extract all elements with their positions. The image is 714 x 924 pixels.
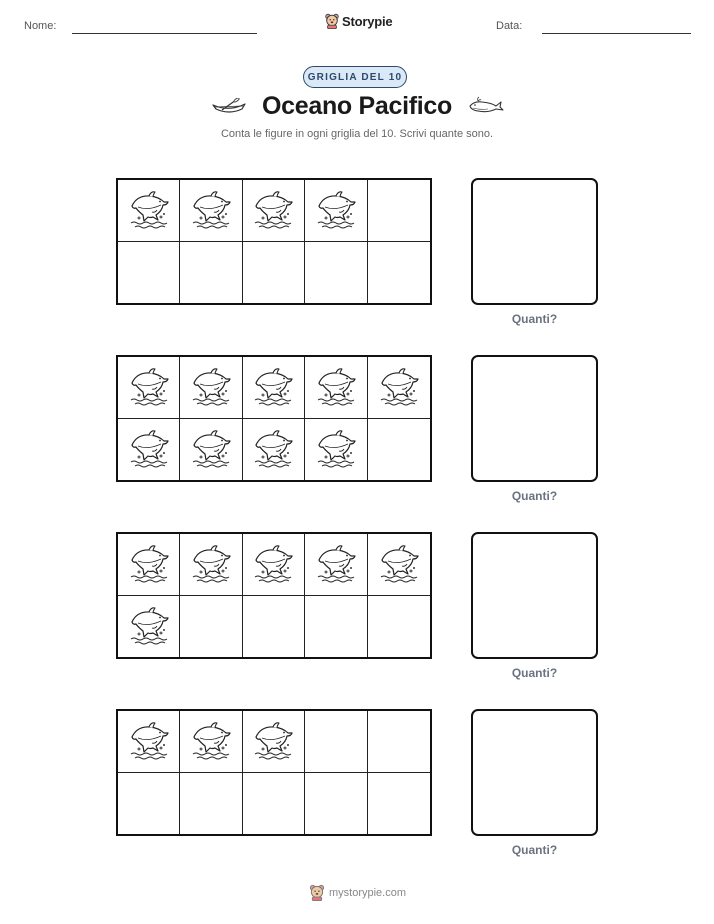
- dolphin-icon: [128, 367, 170, 407]
- dolphin-icon: [252, 367, 294, 407]
- ten-frame-2: [116, 355, 432, 482]
- answer-label-1: Quanti?: [511, 312, 558, 326]
- dolphin-icon: [252, 429, 294, 469]
- ten-frame-cell: [180, 180, 242, 242]
- dolphin-icon: [252, 721, 294, 761]
- ten-frame-cell: [368, 242, 430, 304]
- dolphin-icon: [128, 721, 170, 761]
- ten-frame-cell: [180, 357, 242, 419]
- dolphin-icon: [378, 544, 420, 584]
- dolphin-icon: [190, 544, 232, 584]
- date-label: Data:: [496, 20, 523, 32]
- worksheet-badge: GRIGLIA DEL 10: [303, 66, 407, 88]
- dolphin-icon: [252, 190, 294, 230]
- dolphin-icon: [128, 606, 170, 646]
- ten-frame-cell: [243, 419, 305, 481]
- storypie-footer-logo-icon: [309, 884, 325, 901]
- ten-frame-cell: [118, 773, 180, 835]
- ten-frame-cell: [243, 242, 305, 304]
- date-line[interactable]: [542, 33, 691, 34]
- ten-frame-cell: [118, 419, 180, 481]
- ten-frame-cell: [368, 773, 430, 835]
- storypie-logo-icon: [325, 13, 339, 29]
- ten-frame-cell: [305, 180, 367, 242]
- ten-frame-3: [116, 532, 432, 659]
- ten-frame-cell: [305, 773, 367, 835]
- answer-box-4[interactable]: [471, 709, 598, 836]
- ten-frame-cell: [180, 242, 242, 304]
- ten-frame-cell: [180, 711, 242, 773]
- answer-label-2: Quanti?: [511, 489, 558, 503]
- dolphin-icon: [190, 721, 232, 761]
- name-label: Nome:: [24, 20, 57, 32]
- answer-label-4: Quanti?: [511, 843, 558, 857]
- dolphin-icon: [190, 367, 232, 407]
- ten-frame-cell: [118, 711, 180, 773]
- ten-frame-cell: [368, 534, 430, 596]
- dolphin-icon: [128, 544, 170, 584]
- dolphin-icon: [128, 190, 170, 230]
- ten-frame-cell: [305, 534, 367, 596]
- ten-frame-cell: [368, 711, 430, 773]
- ten-frame-cell: [118, 596, 180, 658]
- ten-frame-cell: [243, 596, 305, 658]
- answer-label-3: Quanti?: [511, 666, 558, 680]
- dolphin-icon: [190, 429, 232, 469]
- ten-frame-cell: [118, 180, 180, 242]
- ten-frame-1: [116, 178, 432, 305]
- ten-frame-cell: [368, 180, 430, 242]
- ten-frame-cell: [243, 711, 305, 773]
- brand: [325, 13, 392, 29]
- dolphin-icon: [315, 544, 357, 584]
- ten-frame-cell: [180, 534, 242, 596]
- page-title: Oceano Pacifico: [261, 92, 453, 120]
- ten-frame-cell: [368, 596, 430, 658]
- ten-frame-cell: [118, 357, 180, 419]
- ten-frame-cell: [368, 419, 430, 481]
- whale-icon: [468, 96, 504, 116]
- ten-frame-cell: [305, 596, 367, 658]
- ten-frame-cell: [118, 534, 180, 596]
- dolphin-icon: [315, 190, 357, 230]
- dolphin-icon: [128, 429, 170, 469]
- brand-name: Storypie: [342, 13, 393, 29]
- dolphin-icon: [252, 544, 294, 584]
- footer-url[interactable]: mystorypie.com: [329, 886, 407, 899]
- ten-frame-4: [116, 709, 432, 836]
- answer-box-3[interactable]: [471, 532, 598, 659]
- dolphin-icon: [315, 429, 357, 469]
- ten-frame-cell: [180, 773, 242, 835]
- ten-frame-cell: [305, 419, 367, 481]
- answer-box-1[interactable]: [471, 178, 598, 305]
- answer-box-2[interactable]: [471, 355, 598, 482]
- dolphin-icon: [190, 190, 232, 230]
- name-line[interactable]: [72, 33, 257, 34]
- dolphin-icon: [378, 367, 420, 407]
- ten-frame-cell: [368, 357, 430, 419]
- ten-frame-cell: [243, 534, 305, 596]
- dolphin-icon: [315, 367, 357, 407]
- ten-frame-cell: [243, 773, 305, 835]
- ten-frame-cell: [305, 711, 367, 773]
- footer: [309, 884, 406, 901]
- ten-frame-cell: [243, 357, 305, 419]
- instructions: Conta le figure in ogni griglia del 10. Scrivi quante sono.: [220, 128, 494, 140]
- ten-frame-cell: [305, 242, 367, 304]
- ten-frame-cell: [118, 242, 180, 304]
- ten-frame-cell: [243, 180, 305, 242]
- ten-frame-cell: [305, 357, 367, 419]
- ten-frame-cell: [180, 596, 242, 658]
- ten-frame-cell: [180, 419, 242, 481]
